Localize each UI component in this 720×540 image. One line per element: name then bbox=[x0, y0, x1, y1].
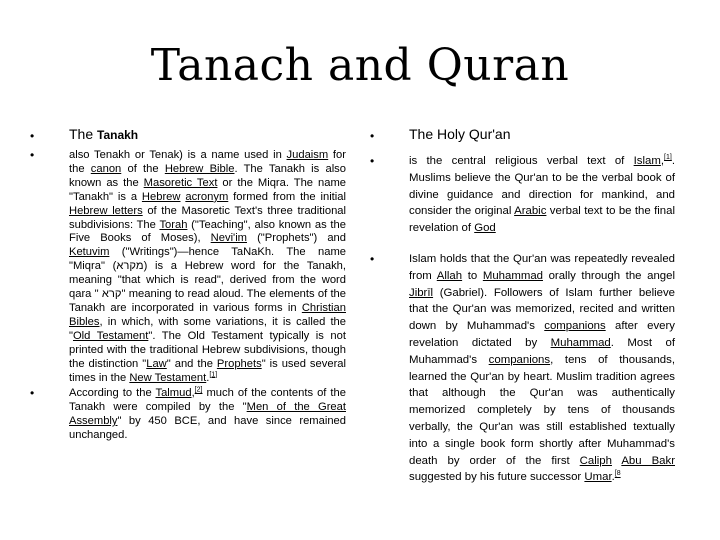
link-arabic[interactable]: Arabic bbox=[514, 205, 547, 218]
text: , bbox=[660, 155, 665, 167]
link-prophets[interactable]: Prophets bbox=[216, 357, 262, 370]
text: " by 450 BCE, and have since remained unchanged. bbox=[69, 415, 346, 442]
quran-paragraph-2 bbox=[370, 251, 675, 486]
text: . bbox=[206, 371, 210, 384]
link-jibril[interactable]: Jibrīl bbox=[409, 286, 434, 299]
link-ketuvim[interactable]: Ketuvim bbox=[69, 246, 110, 259]
text: According to the bbox=[69, 387, 156, 400]
tanakh-paragraph-1 bbox=[30, 149, 346, 385]
link-hebrew-letters[interactable]: Hebrew letters bbox=[69, 204, 143, 217]
link-muhammad[interactable]: Muhammad bbox=[482, 269, 543, 282]
text: . Muslims believe the Qur'an to be the verbal book of divine guidance and direction for mankind, and consider the original bbox=[409, 155, 675, 218]
link-caliph[interactable]: Caliph bbox=[579, 454, 612, 467]
text: orally through the angel bbox=[542, 269, 675, 282]
link-talmud[interactable]: Talmud bbox=[155, 387, 192, 400]
link-new-testament[interactable]: New Testament bbox=[129, 371, 207, 384]
text: formed from the initial bbox=[228, 190, 346, 203]
tanakh-heading-word: Tanakh bbox=[97, 128, 139, 142]
text: to bbox=[462, 269, 483, 282]
link-old-testament[interactable]: Old Testament bbox=[72, 329, 149, 342]
bullet-icon: • bbox=[370, 154, 375, 168]
quran-bullet-list bbox=[370, 125, 675, 486]
text: also Tenakh or Tenak) is a name used in bbox=[69, 149, 287, 161]
bullet-icon: • bbox=[370, 251, 375, 266]
slide-title: Tanach and Quran bbox=[150, 40, 570, 91]
link-muhammad-2[interactable]: Muhammad bbox=[550, 336, 611, 349]
link-umar[interactable]: Umar bbox=[584, 471, 612, 484]
citation-link[interactable]: [8 bbox=[614, 470, 621, 478]
text: , in which, with some variations, it is called the " bbox=[69, 315, 346, 342]
link-judaism[interactable]: Judaism bbox=[286, 149, 329, 161]
link-canon[interactable]: canon bbox=[90, 162, 122, 175]
link-torah[interactable]: Torah bbox=[159, 218, 188, 231]
text: Islam holds that the Qur'an was repeatedly revealed from bbox=[409, 252, 675, 282]
text: (Gabriel). Followers of Islam further believe that the Qur'an was memorized, recited and written down by Muhammad's bbox=[409, 286, 675, 333]
tanakh-column bbox=[30, 125, 346, 443]
link-hebrew-bible[interactable]: Hebrew Bible bbox=[164, 162, 235, 175]
bullet-icon: • bbox=[30, 129, 35, 143]
quran-heading-text: The Holy Qur'an bbox=[409, 126, 511, 142]
citation-link[interactable]: [1] bbox=[209, 370, 218, 378]
link-allah[interactable]: Allah bbox=[436, 269, 463, 282]
text: . Most of Muhammad's bbox=[409, 336, 675, 366]
text: or the Miqra. The name "Tanakh" is a bbox=[69, 176, 346, 203]
text: much of the contents of the Tanakh were compiled by the " bbox=[69, 387, 346, 414]
citation-link[interactable]: [2] bbox=[194, 386, 203, 394]
citation-link[interactable]: [1] bbox=[664, 154, 672, 162]
text: ("Prophets") and bbox=[247, 232, 346, 245]
link-islam[interactable]: Islam bbox=[633, 155, 661, 167]
bullet-icon: • bbox=[370, 129, 375, 143]
text: suggested by his future successor bbox=[409, 471, 585, 484]
text: ". The Old Testament typically is not printed with the traditional Hebrew subdivisions, though the distinction " bbox=[69, 329, 346, 370]
link-companions-2[interactable]: companions bbox=[488, 353, 551, 366]
link-acronym[interactable]: acronym bbox=[185, 190, 229, 203]
tanakh-paragraph-2 bbox=[30, 387, 346, 443]
bullet-icon: • bbox=[30, 386, 35, 401]
link-neviim[interactable]: Nevi'im bbox=[210, 232, 247, 245]
text: ("Teaching", also known as the Five Books of Moses), bbox=[69, 218, 346, 245]
link-masoretic-text[interactable]: Masoretic Text bbox=[143, 176, 218, 189]
text: . bbox=[611, 471, 615, 484]
text: of the bbox=[121, 162, 165, 175]
quran-heading bbox=[370, 125, 675, 143]
text: . The Tanakh is also known as the bbox=[69, 162, 346, 189]
text: for the bbox=[69, 149, 346, 175]
text: , tens of thousands, learned the Qur'an by heart. Muslim tradition agrees that although the Qur'an was authentically memorized completely by tens of thousands verbally, the Qur'an was still established textually into a single book form shortly after Muhammad's death by order of the first bbox=[409, 353, 675, 467]
text: , bbox=[191, 387, 195, 400]
text bbox=[612, 455, 621, 467]
text: is the central religious verbal text of bbox=[409, 155, 634, 167]
text: ("Writings")—hence TaNaKh. The name "Miqra" (מקרא) is a Hebrew word for the Tanakh, meaning "that which is read", derived from the word qara " קרא" meaning to read aloud. The elements of the Tanakh are incorporated in various forms in bbox=[69, 246, 346, 314]
text: of the Masoretic Text's three traditional subdivisions: The bbox=[69, 204, 347, 231]
tanakh-heading-prefix: The bbox=[69, 126, 98, 142]
link-hebrew[interactable]: Hebrew bbox=[141, 190, 181, 203]
text: verbal text to be the final revelation of bbox=[409, 205, 675, 235]
quran-column bbox=[370, 125, 675, 486]
tanakh-bullet-list bbox=[30, 125, 346, 443]
link-abu-bakr[interactable]: Abu Bakr bbox=[621, 454, 675, 467]
link-great-assembly[interactable]: Men of the Great Assembly bbox=[69, 401, 346, 428]
text: after every revelation dictated by bbox=[409, 320, 675, 349]
link-god[interactable]: God bbox=[474, 222, 496, 235]
link-christian-bibles[interactable]: Christian Bibles bbox=[69, 301, 346, 328]
tanakh-heading bbox=[30, 125, 346, 144]
bullet-icon: • bbox=[30, 148, 35, 162]
text: " and the bbox=[166, 357, 217, 370]
quran-paragraph-1 bbox=[370, 153, 675, 237]
link-companions[interactable]: companions bbox=[544, 320, 606, 333]
link-law[interactable]: Law bbox=[146, 357, 167, 370]
text: " is used several times in the bbox=[69, 357, 347, 384]
